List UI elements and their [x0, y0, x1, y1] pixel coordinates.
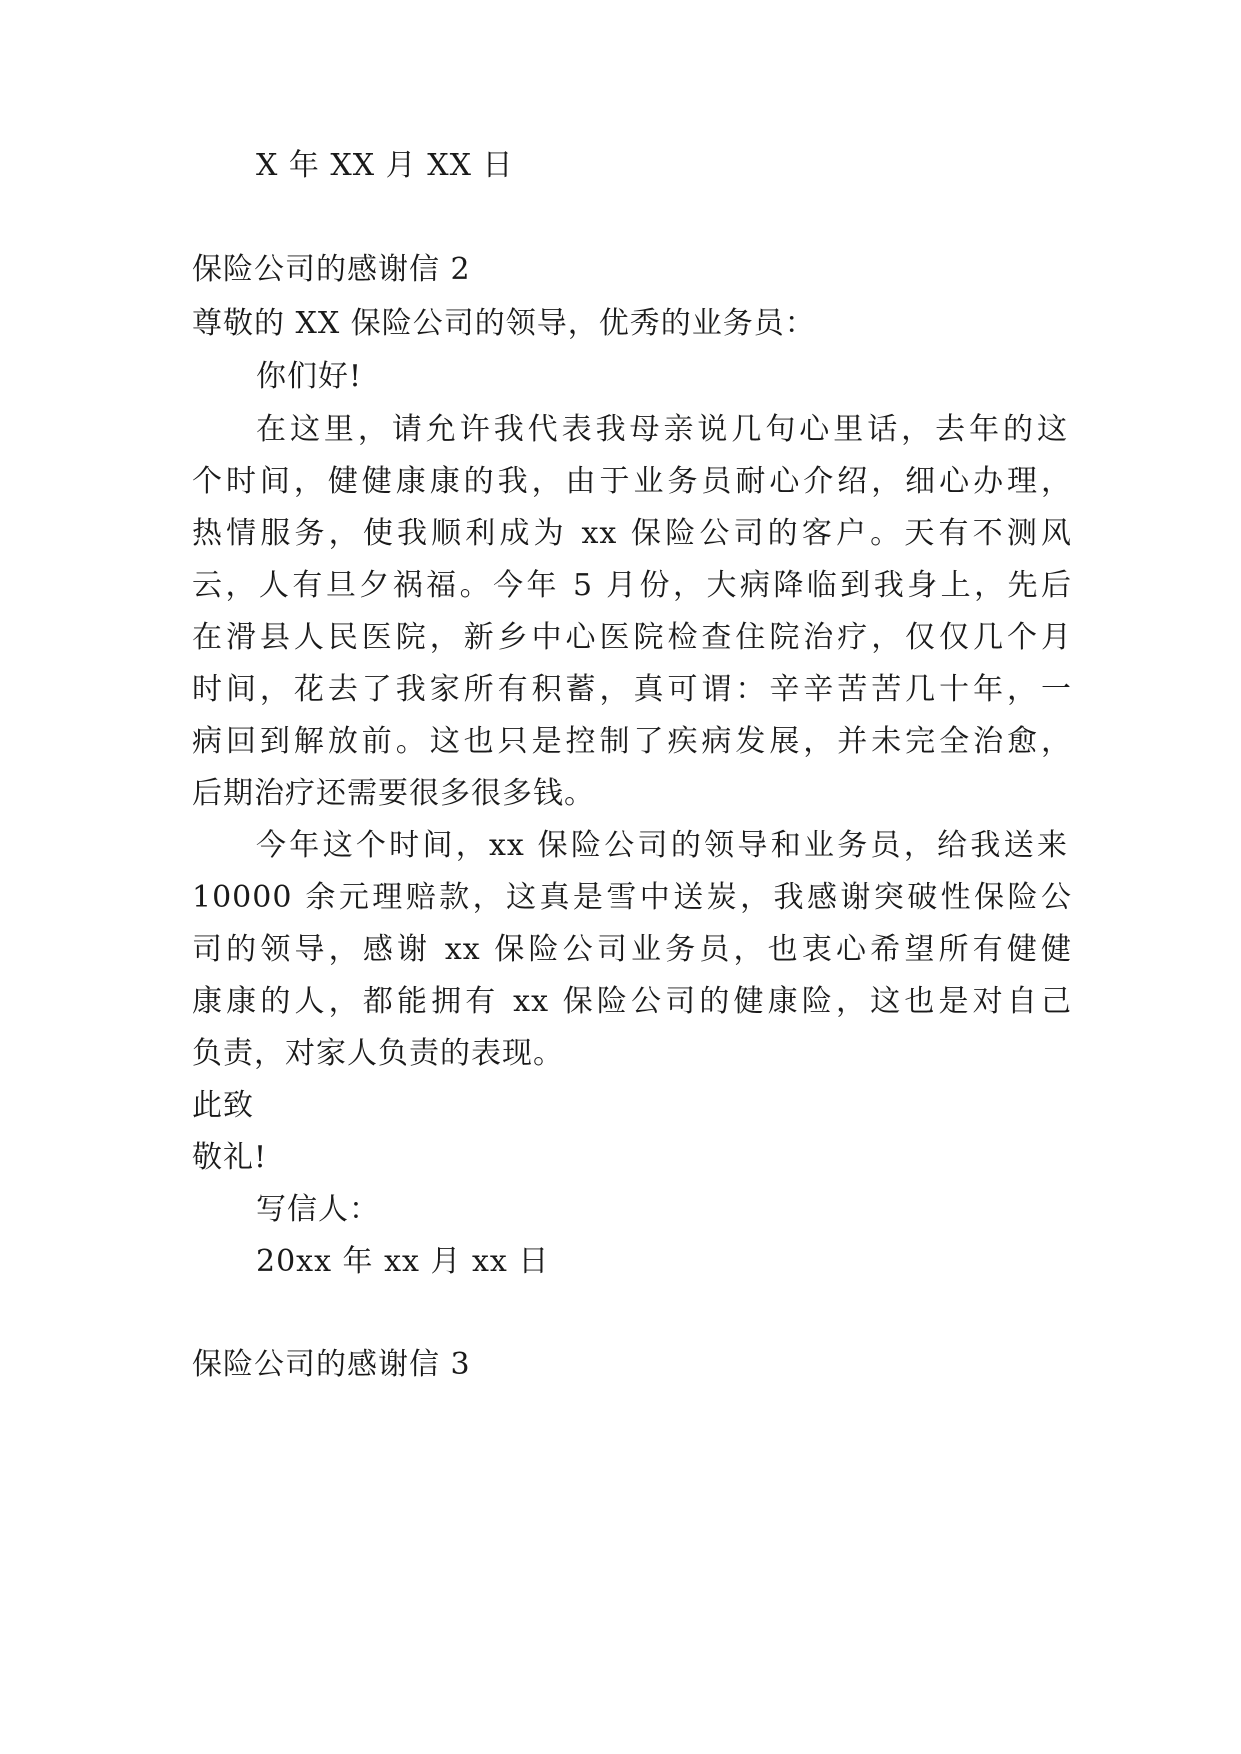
paragraph-2-line-1: 今年这个时间，xx 保险公司的领导和业务员，给我送来	[256, 828, 1068, 863]
paragraph-2-line-5: 负责，对家人负责的表现。	[192, 1036, 564, 1071]
signer-label: 写信人：	[256, 1192, 380, 1227]
paragraph-2-line-2: 10000 余元理赔款，这真是雪中送炭，我感谢突破性保险公	[192, 880, 1072, 915]
paragraph-1-line-5: 在滑县人民医院，新乡中心医院检查住院治疗，仅仅几个月	[192, 620, 1072, 655]
letter-title-2: 保险公司的感谢信 2	[192, 252, 471, 287]
date-line-top: X 年 XX 月 XX 日	[256, 148, 514, 183]
paragraph-2-line-4: 康康的人，都能拥有 xx 保险公司的健康险，这也是对自己	[192, 984, 1072, 1019]
paragraph-2-line-3: 司的领导，感谢 xx 保险公司业务员，也衷心希望所有健健	[192, 932, 1072, 967]
paragraph-1-line-4: 云，人有旦夕祸福。今年 5 月份，大病降临到我身上，先后	[192, 568, 1072, 603]
paragraph-1-line-2: 个时间，健健康康的我，由于业务员耐心介绍，细心办理，	[192, 464, 1072, 499]
salutation: 尊敬的 XX 保险公司的领导，优秀的业务员：	[192, 306, 816, 341]
closing-line-2: 敬礼!	[192, 1140, 268, 1175]
closing-line-1: 此致	[192, 1088, 254, 1123]
date-line-bottom: 20xx 年 xx 月 xx 日	[256, 1244, 550, 1279]
paragraph-1-line-8: 后期治疗还需要很多很多钱。	[192, 776, 595, 811]
letter-title-3: 保险公司的感谢信 3	[192, 1347, 471, 1382]
greeting: 你们好!	[256, 359, 363, 394]
paragraph-1-line-6: 时间，花去了我家所有积蓄，真可谓：辛辛苦苦几十年，一	[192, 672, 1072, 707]
paragraph-1-line-7: 病回到解放前。这也只是控制了疾病发展，并未完全治愈，	[192, 724, 1072, 759]
paragraph-1-line-3: 热情服务，使我顺利成为 xx 保险公司的客户。天有不测风	[192, 516, 1072, 551]
paragraph-1-line-1: 在这里，请允许我代表我母亲说几句心里话，去年的这	[256, 412, 1068, 447]
